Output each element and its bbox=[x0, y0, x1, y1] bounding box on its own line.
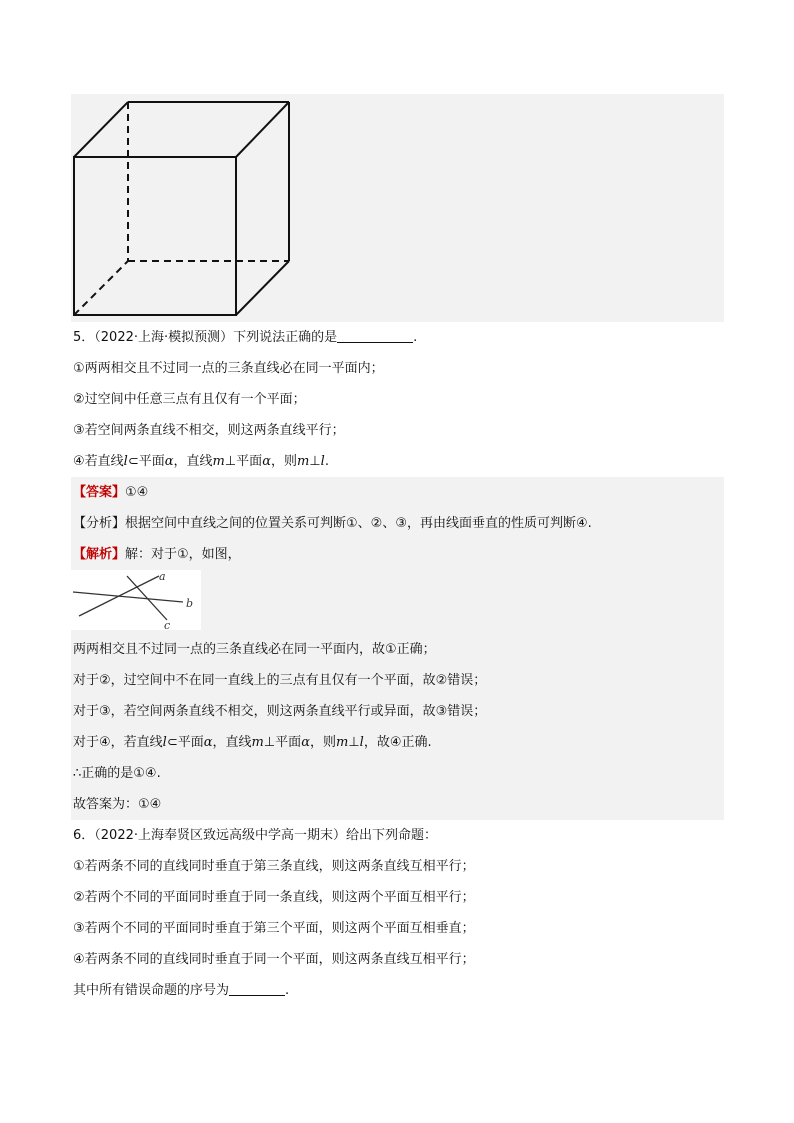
solution-final-answer: 故答案为：①④ bbox=[73, 797, 162, 812]
solution-step-2: 对于②，过空间中不在同一直线上的三点有且仅有一个平面，故②错误； bbox=[73, 673, 487, 688]
math-var: α bbox=[164, 454, 174, 469]
solution-step-1: 两两相交且不过同一点的三条直线必在同一平面内，故①正确； bbox=[73, 642, 436, 657]
math-var: l bbox=[162, 735, 167, 750]
q6-item-2: ②若两个不同的平面同时垂直于同一条直线，则这两个平面互相平行； bbox=[73, 890, 475, 905]
cube-diagram bbox=[71, 94, 724, 322]
math-var: α bbox=[262, 454, 271, 469]
solution-line bbox=[71, 539, 724, 570]
answer-tag: 【答案】 bbox=[73, 485, 126, 500]
cube-hidden-edge bbox=[74, 261, 128, 315]
q5-item-1: ①两两相交且不过同一点的三条直线必在同一平面内； bbox=[73, 361, 384, 376]
line-b bbox=[73, 592, 183, 602]
math-var: α bbox=[301, 735, 310, 750]
solution-panel bbox=[71, 477, 724, 820]
text: ⊂平面 bbox=[166, 735, 204, 750]
lines-figure-row bbox=[71, 570, 724, 634]
q5-header-text: 5．（2022·上海·模拟预测）下列说法正确的是 bbox=[73, 330, 338, 345]
q5-item-3: ③若空间两条直线不相交，则这两条直线平行； bbox=[73, 423, 345, 438]
analysis-text: 根据空间中直线之间的位置关系可判断①、②、③，再由线面垂直的性质可判断④. bbox=[125, 516, 592, 531]
text: ，则 bbox=[309, 735, 336, 750]
math-var: m bbox=[251, 735, 264, 750]
text: 对于④，若直线 bbox=[73, 735, 163, 750]
q6-item-3: ③若两个不同的平面同时垂直于第三个平面，则这两个平面互相垂直； bbox=[73, 921, 475, 936]
text: . bbox=[285, 983, 290, 998]
q6-item-1: ①若两条不同的直线同时垂直于第三条直线，则这两条直线互相平行； bbox=[73, 859, 475, 874]
math-var: m bbox=[212, 454, 225, 469]
cube-edge bbox=[74, 102, 128, 157]
solution-tag: 【解析】 bbox=[73, 547, 126, 562]
math-var: l bbox=[123, 454, 128, 469]
text: ⊥平面 bbox=[263, 735, 302, 750]
text: ⊥ bbox=[348, 735, 360, 750]
answer-blank bbox=[229, 981, 285, 996]
answer-text: ①④ bbox=[125, 485, 149, 500]
math-var: l bbox=[359, 735, 364, 750]
solution-conclusion: ∴正确的是①④. bbox=[73, 766, 161, 781]
q5-item-4 bbox=[71, 446, 724, 477]
text: ，故④正确. bbox=[363, 735, 432, 750]
math-var: l bbox=[320, 454, 325, 469]
text: ⊥ bbox=[309, 454, 321, 469]
q6-item-4: ④若两条不同的直线同时垂直于同一个平面，则这两条直线互相平行； bbox=[73, 952, 475, 967]
q6-header: 6．（2022·上海奉贤区致远高级中学高一期末）给出下列命题： bbox=[73, 828, 437, 843]
label-a: a bbox=[159, 570, 166, 583]
cube-edge bbox=[236, 102, 289, 157]
q5-header: 5．（2022·上海·模拟预测）下列说法正确的是 . bbox=[73, 330, 418, 345]
text: ⊥平面 bbox=[224, 454, 263, 469]
document-page bbox=[71, 94, 724, 1006]
solution-step-4 bbox=[71, 727, 724, 758]
solution-step-3: 对于③，若空间两条直线不相交，则这两条直线平行或异面，故③错误； bbox=[73, 704, 487, 719]
cube-edge bbox=[236, 261, 289, 315]
answer-blank bbox=[337, 328, 413, 343]
text: ，直线 bbox=[212, 735, 252, 750]
math-var: α bbox=[203, 735, 213, 750]
solution-text: 解：对于①，如图， bbox=[125, 547, 241, 562]
analysis-line bbox=[71, 508, 724, 539]
text: ，则 bbox=[270, 454, 297, 469]
q6-prompt-text: 其中所有错误命题的序号为 bbox=[73, 983, 230, 998]
cube-figure-panel bbox=[71, 94, 724, 322]
label-c: c bbox=[164, 619, 171, 630]
label-b: b bbox=[186, 597, 194, 610]
math-var: m bbox=[335, 735, 349, 750]
math-var: m bbox=[296, 454, 310, 469]
text: ⊂平面 bbox=[127, 454, 165, 469]
q5-item-2: ②过空间中任意三点有且仅有一个平面； bbox=[73, 392, 306, 407]
text: ④若直线 bbox=[73, 454, 124, 469]
three-lines-figure bbox=[71, 570, 201, 630]
answer-line bbox=[71, 477, 724, 508]
q6-prompt bbox=[71, 975, 724, 1006]
text: . bbox=[324, 454, 329, 469]
cube-front-face bbox=[74, 157, 236, 315]
analysis-tag: 【分析】 bbox=[73, 516, 126, 531]
text: ，直线 bbox=[173, 454, 213, 469]
